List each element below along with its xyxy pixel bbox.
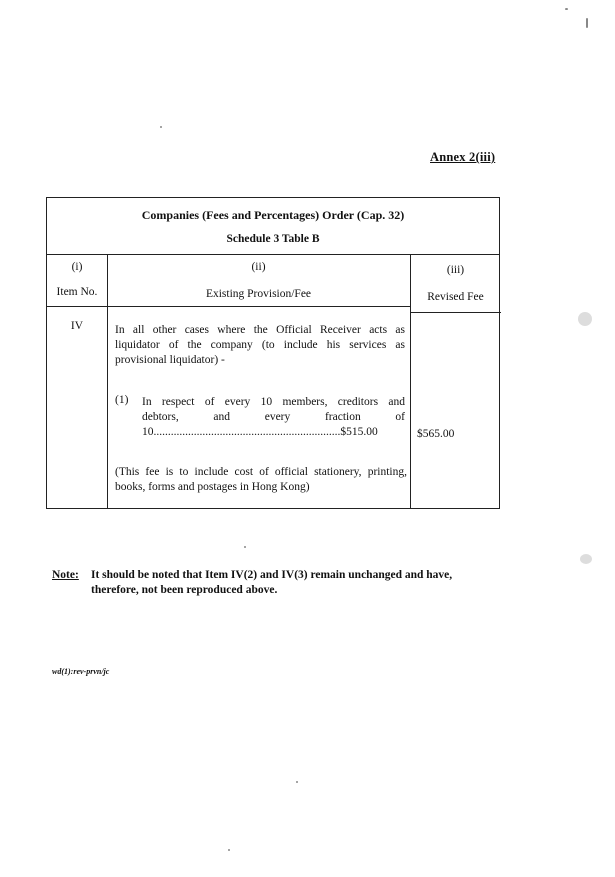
scan-speck xyxy=(580,554,592,564)
fee-note-line-1: (This fee is to include cost of official stationery, printing, xyxy=(115,466,407,478)
scan-speck xyxy=(565,8,568,10)
scan-speck xyxy=(244,546,246,548)
note-block xyxy=(52,568,502,596)
col-numeral-item: (i) xyxy=(71,261,83,273)
note-line-2: therefore, not been reproduced above. xyxy=(91,584,278,596)
clause-line-3: 10.................................................................$515.00 xyxy=(142,426,378,438)
provision-intro-line-3: provisional liquidator) - xyxy=(115,354,225,366)
revised-fee-value: $565.00 xyxy=(417,428,455,440)
header-divider-item xyxy=(47,306,107,307)
header-divider-provision xyxy=(107,306,410,307)
header-divider-fee xyxy=(410,312,501,313)
annex-label: Annex 2(iii) xyxy=(430,150,496,164)
table-subtitle: Schedule 3 Table B xyxy=(226,233,320,245)
clause-line-2: debtors, and every fraction of xyxy=(142,411,405,423)
document-reference: wd(1):rev-prvn/jc xyxy=(52,667,110,676)
scan-speck xyxy=(586,18,588,28)
note-body xyxy=(91,568,501,598)
table-title: Companies (Fees and Percentages) Order (Cap. 32) xyxy=(141,208,405,222)
provision-intro-line-1: In all other cases where the Official Receiver acts as xyxy=(115,324,405,336)
clause-text xyxy=(142,395,405,440)
fee-table xyxy=(46,197,500,509)
fee-note-line-2: books, forms and postages in Hong Kong) xyxy=(115,481,310,493)
fee-note xyxy=(115,465,407,495)
col-label-item: Item No. xyxy=(56,286,98,298)
col-numeral-provision: (ii) xyxy=(251,261,266,273)
scan-speck xyxy=(296,781,298,783)
scan-speck xyxy=(228,849,230,851)
note-label: Note: xyxy=(52,569,79,581)
item-number: IV xyxy=(70,320,84,332)
col-numeral-fee: (iii) xyxy=(446,264,465,276)
table-header xyxy=(47,198,499,255)
scan-speck xyxy=(578,312,592,326)
provision-intro xyxy=(115,323,405,368)
col-label-provision: Existing Provision/Fee xyxy=(205,288,312,300)
col-label-fee: Revised Fee xyxy=(427,291,484,303)
note-line-1: It should be noted that Item IV(2) and IV(3) remain unchanged and have, xyxy=(91,569,453,581)
clause-number: (1) xyxy=(115,394,129,406)
provision-intro-line-2: liquidator of the company (to include his services as xyxy=(115,339,405,351)
scan-speck xyxy=(160,126,162,128)
clause-line-1: In respect of every 10 members, creditors and xyxy=(142,396,405,408)
